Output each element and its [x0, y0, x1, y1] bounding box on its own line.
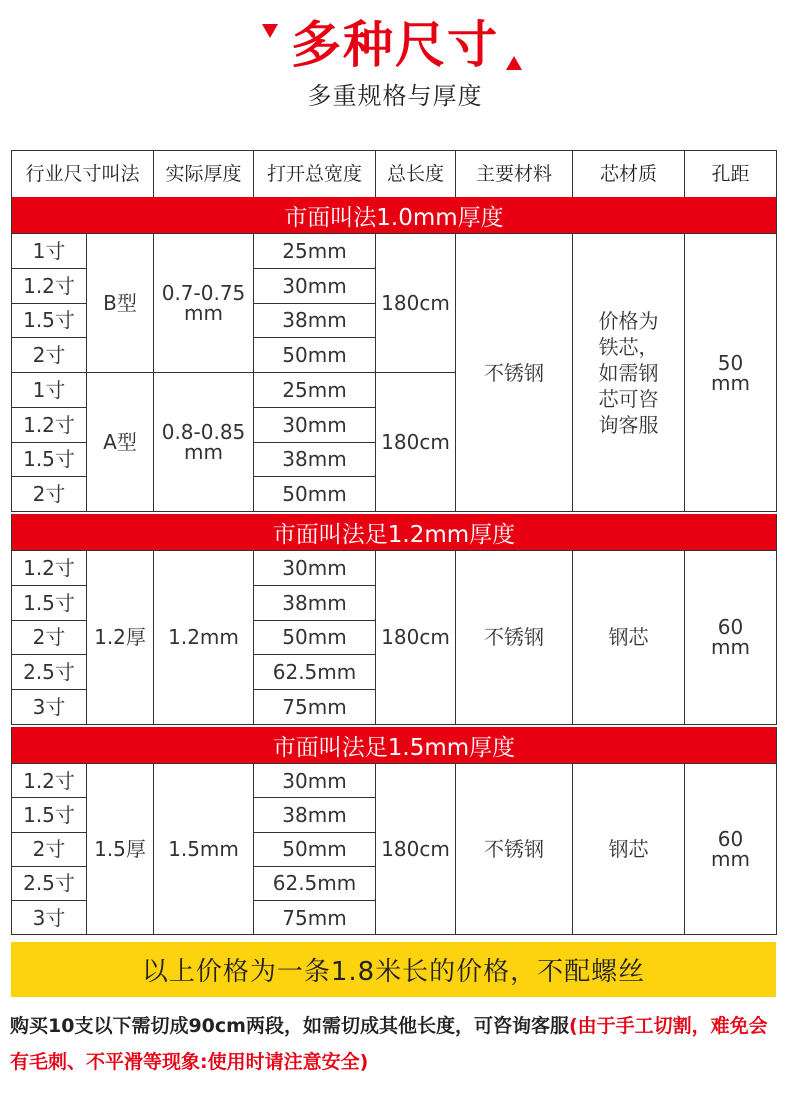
thickness-cell: 0.7-0.75 mm [153, 233, 254, 373]
type-cell: A型 [86, 372, 154, 512]
length-cell: 180cm [375, 233, 456, 373]
size-cell: 1.2寸 [11, 763, 87, 798]
width-cell: 30mm [253, 268, 376, 304]
cutting-note-warning: (由于手工切割，难免会有毛刺、不平滑等现象:使用时请注意安全) [10, 1015, 768, 1073]
triangle-up-icon [506, 56, 522, 70]
width-cell: 50mm [253, 337, 376, 373]
width-cell: 30mm [253, 407, 376, 443]
width-cell: 38mm [253, 585, 376, 621]
width-cell: 62.5mm [253, 654, 376, 690]
column-header: 打开总宽度 [253, 150, 376, 198]
size-cell: 1.5寸 [11, 303, 87, 339]
section-band: 市面叫法足1.2mm厚度 [11, 514, 777, 550]
price-note-banner [11, 942, 776, 997]
core-cell: 钢芯 [572, 550, 685, 725]
size-cell: 3寸 [11, 900, 87, 935]
width-cell: 30mm [253, 550, 376, 586]
size-cell: 1.5寸 [11, 442, 87, 478]
size-cell: 2寸 [11, 476, 87, 512]
width-cell: 38mm [253, 797, 376, 832]
core-cell: 钢芯 [572, 763, 685, 935]
type-cell: 1.2厚 [86, 550, 154, 725]
type-cell: 1.5厚 [86, 763, 154, 935]
cutting-note [10, 1008, 780, 1080]
size-cell: 1寸 [11, 233, 87, 269]
core-cell: 价格为铁芯，如需钢芯可咨询客服 [572, 233, 685, 512]
section-band: 市面叫法1.0mm厚度 [11, 197, 777, 233]
width-cell: 38mm [253, 303, 376, 339]
type-cell: B型 [86, 233, 154, 373]
column-header: 芯材质 [572, 150, 685, 198]
page-subtitle: 多重规格与厚度 [307, 82, 483, 110]
hole-spacing-cell: 50 mm [684, 233, 777, 512]
length-cell: 180cm [375, 763, 456, 935]
thickness-cell: 1.2mm [153, 550, 254, 725]
price-note-text: 以上价格为一条1.8米长的价格，不配螺丝 [141, 957, 646, 987]
size-cell: 1寸 [11, 372, 87, 408]
hole-spacing-cell: 60 mm [684, 763, 777, 935]
width-cell: 75mm [253, 900, 376, 935]
column-header: 主要材料 [455, 150, 573, 198]
page-title: 多种尺寸 [291, 16, 499, 74]
width-cell: 25mm [253, 372, 376, 408]
page-header [0, 0, 790, 130]
size-cell: 2寸 [11, 337, 87, 373]
size-cell: 3寸 [11, 689, 87, 725]
size-cell: 1.5寸 [11, 797, 87, 832]
width-cell: 30mm [253, 763, 376, 798]
width-cell: 50mm [253, 832, 376, 867]
material-cell: 不锈钢 [455, 550, 573, 725]
length-cell: 180cm [375, 550, 456, 725]
column-header: 行业尺寸叫法 [11, 150, 154, 198]
column-header: 实际厚度 [153, 150, 254, 198]
column-header: 孔距 [684, 150, 777, 198]
width-cell: 75mm [253, 689, 376, 725]
size-cell: 1.2寸 [11, 268, 87, 304]
width-cell: 38mm [253, 442, 376, 478]
width-cell: 50mm [253, 620, 376, 656]
size-cell: 2.5寸 [11, 866, 87, 901]
size-cell: 2.5寸 [11, 654, 87, 690]
material-cell: 不锈钢 [455, 233, 573, 512]
size-cell: 2寸 [11, 620, 87, 656]
hole-spacing-cell: 60 mm [684, 550, 777, 725]
size-cell: 2寸 [11, 832, 87, 867]
width-cell: 62.5mm [253, 866, 376, 901]
thickness-cell: 0.8-0.85 mm [153, 372, 254, 512]
length-cell: 180cm [375, 372, 456, 512]
material-cell: 不锈钢 [455, 763, 573, 935]
size-cell: 1.5寸 [11, 585, 87, 621]
width-cell: 50mm [253, 476, 376, 512]
cutting-note-main: 购买10支以下需切成90cm两段，如需切成其他长度，可咨询客服 [10, 1015, 569, 1037]
width-cell: 25mm [253, 233, 376, 269]
size-cell: 1.2寸 [11, 550, 87, 586]
size-cell: 1.2寸 [11, 407, 87, 443]
thickness-cell: 1.5mm [153, 763, 254, 935]
section-band: 市面叫法足1.5mm厚度 [11, 727, 777, 763]
column-header: 总长度 [375, 150, 456, 198]
